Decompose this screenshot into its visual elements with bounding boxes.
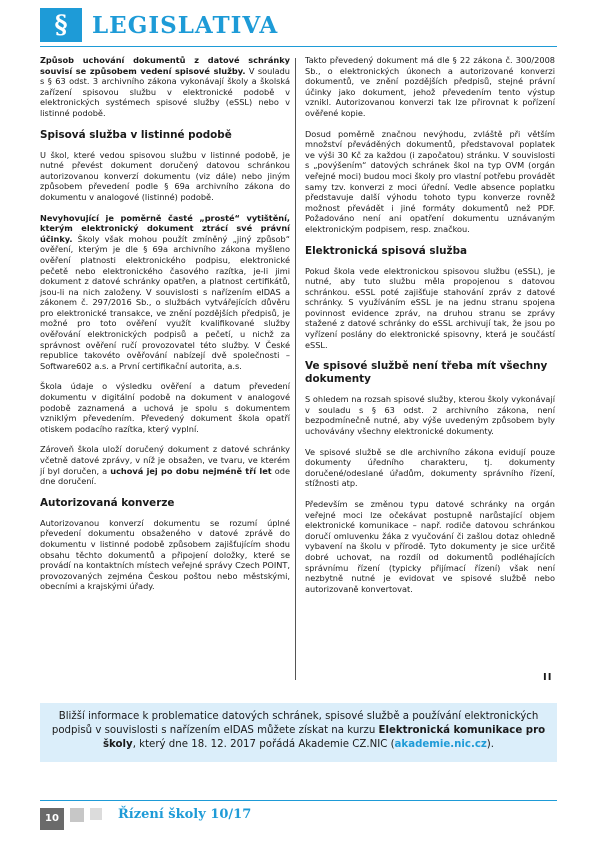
section-title: LEGISLATIVA <box>92 12 279 39</box>
paragraph: Dosud poměrně značnou nevýhodu, zvláště při větším množství převáděných dokumentů, představoval poplatek ve výši 30 Kč za každou (i započatou) stránku. V souvislosti s „povýšením“ datových schránek škol na typ OVM (orgán veřejné moci) budou moci školy pro vlastní potřebu provádět samy tzv. konverzi z moci úřední. Vedle absence poplatku představuje další výhodu tohoto typu konverze rovněž možnost převádět i jiné formáty dokumentů než PDF. Požadováno není ani opatření dokumentu uznávaným elektronickým podpisem, resp. značkou. <box>305 128 555 234</box>
body-text: Školy však mohou použít zmíněný „jiný způsob“ ověření, kterým je dle § 69a archivního zákona myšleno ověření platnosti elektronického podpisu, elektronické pečetě nebo elektronického časového razítka, je-li jimi dokument z datové schránky opatřen, a platnost certifikátů, jsou-li na nich založeny. V souvislosti s nařízením eIDAS a zákonem č. 297/2016 Sb., o službách vytvářejících důvěru pro elektronické transakce, ve znění pozdějších předpisů, je možné pro toto ověření využít kvalifikované služby ověřování elektronických podpisů a pečetí, u nichž za správnost ověření ručí provozovatel této služby. V České republice takovéto ověřování nabízejí dvě společnosti – Software602 a.s. a První certifikační autorita, a.s. <box>40 233 290 371</box>
body-text: Bližší informace k problematice datových schránek, spisové službě a používání elektronických podpisů v souvislosti s nařízením eIDAS můžete získat na kurzu <box>51 711 539 736</box>
paragraph <box>40 55 290 119</box>
lead-text: Způsob uchování dokumentů z datové schránky souvisí se způsobem vedení spisové služby. <box>40 55 290 76</box>
body-text: Zároveň škola uloží doručený dokument z datové schránky včetně datové zprávy, v níž je obsažen, ve tvaru, ve kterém jí byl doručen, a <box>40 444 290 476</box>
journal-name: Řízení školy 10/17 <box>118 807 252 822</box>
body-text: ode dne doručení. <box>40 465 290 487</box>
info-box-text <box>50 710 547 752</box>
paragraph: Autorizovanou konverzí dokumentu se rozumí úplné převedení dokumentu obsaženého v datové zprávě do dokumentu v listinné podobě způsobem zajišťujícím shodu obsahu těchto dokumentů a připojení doložky, které se provádí na kontaktních místech veřejné správy Czech POINT, provozovaných zejména Českou poštou nebo městskými, obecními a krajskými úřady. <box>40 517 290 592</box>
lead-text: Nevyhovující je poměrně časté „prosté“ vytištění, kterým elektronický dokument ztrácí své právní účinky. <box>40 212 290 244</box>
page-number: 10 <box>40 808 64 830</box>
left-column <box>40 55 290 602</box>
paragraph: S ohledem na rozsah spisové služby, kterou školy vykonávají v souladu s § 63 odst. 2 archivního zákona, není bezpodmínečně nutné, aby výše uvedeným způsobem byly uchovávány všechny elektronické dokumenty. <box>305 394 555 437</box>
subheading: Spisová služba v listinné podobě <box>40 128 232 141</box>
body-text: , který dne 18. 12. 2017 pořádá Akademie CZ.NIC ( <box>132 739 395 750</box>
article-end-mark: II <box>543 672 553 683</box>
subheading: Ve spisové službě není třeba mít všechny dokumenty <box>305 360 548 386</box>
paragraph: Ve spisové službě se dle archivního zákona evidují pouze dokumenty úředního charakteru, tj. dokumenty doručené/odeslané úřadům, dokumenty správního řízení, stížnosti atp. <box>305 446 555 489</box>
square-decoration-icon <box>70 808 84 822</box>
square-decoration-icon <box>90 808 102 820</box>
footer-divider <box>40 800 557 801</box>
course-link[interactable]: akademie.nic.cz <box>394 739 487 750</box>
course-name: Elektronická komunikace pro školy <box>102 725 546 750</box>
paragraph <box>40 213 290 372</box>
body-text: V souladu s § 63 odst. 3 archivního zákona vykonávají školy a školská zařízení spisovou službu v elektronické podobě v elektronických systémech spisové služby (eSSL) nebo v listinné podobě. <box>40 65 290 118</box>
paragraph <box>40 444 290 486</box>
paragraph: Pokud škola vede elektronickou spisovou službu (eSSL), je nutné, aby tuto službu měla propojenou s datovou schránkou. eSSL poté zajišťuje stahování zpráv z datové schránky. S využíváním eSSL je na jednu stranu spojena povinnost evidence zpráv, na druhou stranu se zprávy stažené z datové schránky do eSSL archivují tak, že jsou po vyřízení poslány do elektronické spisovny, která je součástí eSSL. <box>305 265 555 350</box>
paragraph: Škola údaje o výsledku ověření a datum převedení dokumentu v digitální podobě na dokument v analogové podobě zaznamená a uchová je spolu s dokumentem vzniklým převedením. Převedený dokument škola opatří otiskem podacího razítka, který vyplní. <box>40 381 290 434</box>
subheading: Autorizovaná konverze <box>40 496 175 509</box>
right-column <box>305 55 555 604</box>
paragraph: Takto převedený dokument má dle § 22 zákona č. 300/2008 Sb., o elektronických úkonech a autorizované konverzi dokumentů, ve znění pozdějších předpisů, stejné právní účinky jako dokument, jehož převedením tento výstup vznikl. Autorizovanou konverzi tak lze přirovnat k pořízení ověřené kopie. <box>305 55 555 118</box>
header-divider <box>40 46 557 47</box>
paragraph-icon: § <box>54 10 68 39</box>
emphasis-text: uchová jej po dobu nejméně tří let <box>110 465 272 476</box>
section-badge <box>40 8 82 42</box>
paragraph: Především se změnou typu datové schránky na orgán veřejné moci lze očekávat postupně narůstající objem elektronické komunikace – např. rodiče datovou schránkou doručí omluvenku žáka z vyučování či zašlou dotaz ohledně vybavení na školu v přírodě. Tyto dokumenty je sice určitě dobré uchovat, na rozdíl od dokumentů podléhajících správnímu řízení (typicky přijímací řízení) však není nezbytně nutné je evidovat ve spisové službě nebo autorizovaně konvertovat. <box>305 499 555 594</box>
subheading: Elektronická spisová služba <box>305 244 468 257</box>
body-text: ). <box>486 739 495 750</box>
column-divider <box>295 58 296 680</box>
paragraph: U škol, které vedou spisovou službu v listinné podobě, je nutné převést dokument doručený datovou schránkou autorizovanou konverzí dokumentu (viz dále) nebo jiným způsobem převedení podle § 69a archivního zákona do dokumentu v analogové (listinné) podobě. <box>40 149 290 202</box>
